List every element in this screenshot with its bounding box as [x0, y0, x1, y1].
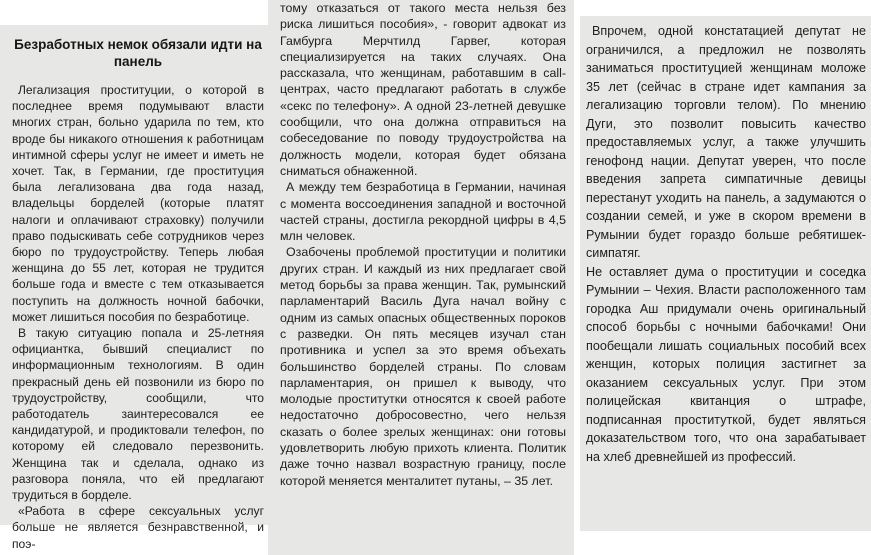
article-paragraph: В такую ситуацию попала и 25-летняя официантка, бывший специалист по информационным технологиям. В один прекрасный день ей позвонили из бюро по трудоустройству, сообщили, что работодатель заинтересовался ее кандидатурой, и продиктовали телефон, по которому ей следовало перезвонить. Женщина так и сделала, однако из разговора поняла, что ей предлагают трудиться в борделе. [12, 326, 264, 503]
article-headline: Безработных немок обязали идти на панель [14, 37, 262, 69]
article-paragraph: «Работа в сфере сексуальных услуг больше не является безнравственной, и поэ- [12, 504, 264, 551]
article-paragraph: Озабочены проблемой проституции и политики других стран. И каждый из них предлагает свой метод борьбы за права женщин. Так, румынский парламентарий Василь Дуга начал войну с одним из самых опасных общественных пороков с разведки. Он пять месяцев изучал стан противника и успел за это время объехать большинство борделей страны. По словам парламентария, он пришел к выводу, что молодые проститутки относятся к своей работе недостаточно добросовестно, чего нельзя сказать о более зрелых женщинах: они готовы удовлетворить любую прихоть клиента. Политик даже точно назвал возрастную границу, после которой меняется менталитет путаны, – 35 лет. [280, 245, 566, 488]
article-paragraph: Впрочем, одной констатацией депутат не ограничился, а предложил не позволять заниматься проституцией женщинам моложе 35 лет (сейчас в стране идет кампания за легализацию торговли телом). По мнению Дуги, это позволит повысить качество предоставляемых услуг, а также улучшить генофонд нации. Депутат уверен, что после введения запрета симпатичные девицы перестанут уходить на панель, а задумаются о создании семей, и уже в скором времени в Румынии будет гораздо больше ребятишек-симпатяг. [586, 24, 866, 260]
article-paragraph: А между тем безработица в Германии, начиная с момента воссоединения западной и восточной частей страны, достигла рекордной цифры в 4,5 млн человек. [280, 180, 566, 244]
article-paragraph: Не оставляет дума о проституции и соседка Румынии – Чехия. Власти расположенного там городка Аш придумали очень оригинальный способ борьбы с ночными бабочками! Они пообещали лишать социальных пособий всех женщин, которых полиция застигнет за оказанием сексуальных услуг. При этом полицейская квитанция о штрафе, подписанная проституткой, будет являться доказательством того, что она зарабатывает на хлеб древнейшей из профессий. [586, 264, 866, 464]
article-paragraph: тому отказаться от такого места нельзя без риска лишиться пособия», - говорит адвокат из Гамбурга Мерчтилд Гарвег, которая специализируется на таких случаях. Она рассказала, что женщинам, работавшим в call-центрах, часто предлагают работать в службе «секс по телефону». А одной 23-летней девушке сообщили, что она должна отправиться на собеседование по поводу трудоустройства на должность модели, которая будет обязана сниматься обнаженной. [280, 1, 566, 178]
clipping-column-3 [580, 16, 871, 531]
clipping-column-2 [268, 0, 574, 555]
article-paragraph: Легализация проституции, о которой в последнее время подумывают власти многих стран, больно ударила по тем, кто вроде бы никакого отношения к работницам интимной сферы услуг не имеет и иметь не хочет. Так, в Германии, где проституция была легализована два года назад, владельцы борделей (которые платят налоги и оплачивают страховку) получили право подыскивать себе сотрудников через бюро по трудоустройству. Теперь любая женщина до 55 лет, которая не трудится больше года и вместе с тем отказывается поступить на должность ночной бабочки, может лишиться пособия по безработице. [12, 83, 264, 324]
clipping-column-1 [0, 25, 270, 551]
